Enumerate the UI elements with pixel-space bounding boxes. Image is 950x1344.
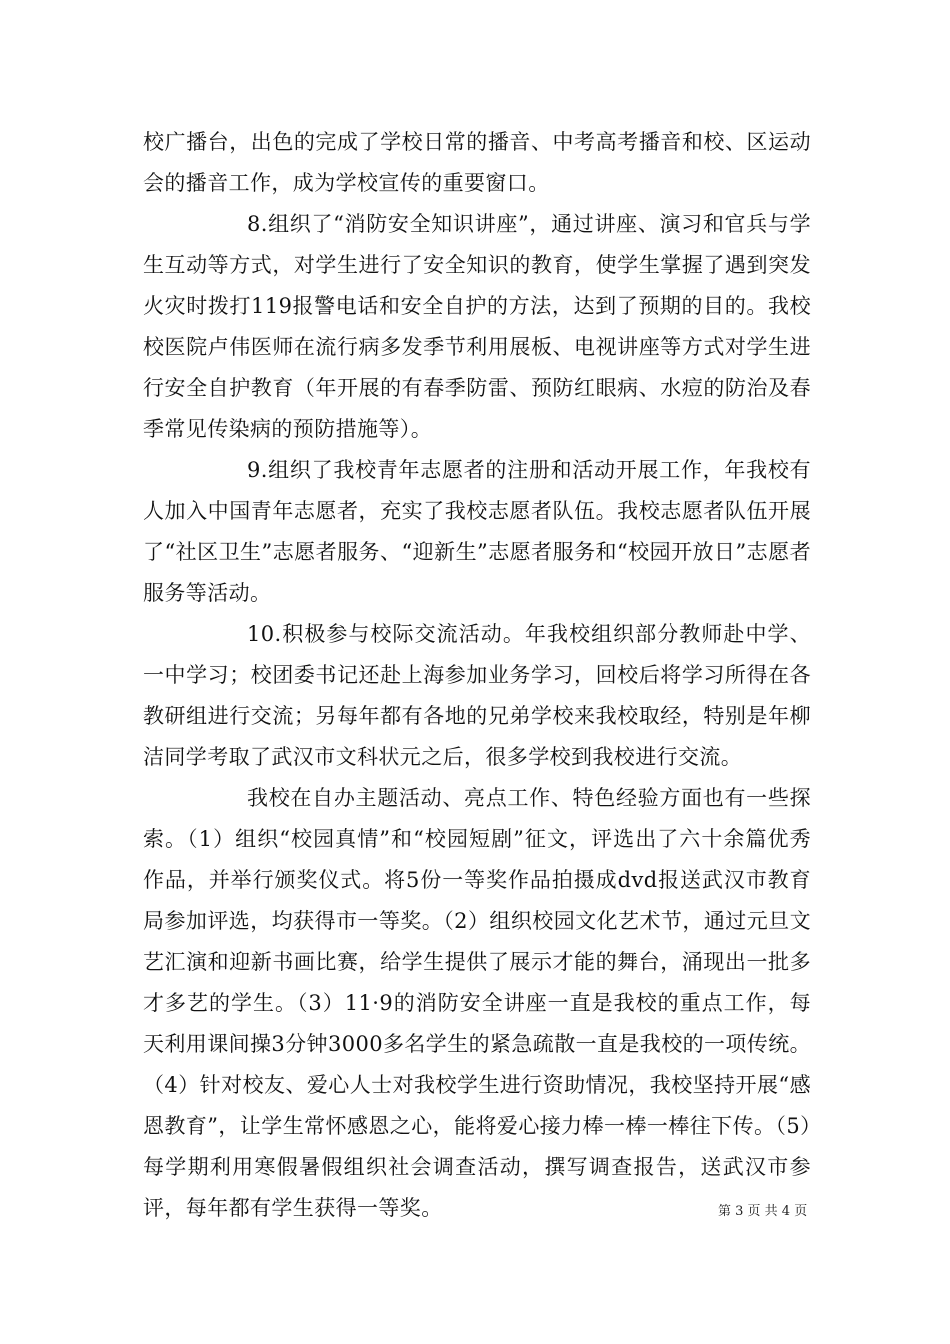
paragraph-item-10-exchange: 10.积极参与校际交流活动。年我校组织部分教师赴中学、一中学习；校团委书记还赴上海参加业务学习，回校后将学习所得在各教研组进行交流；另每年都有各地的兄弟学校来我校取经，特别是年柳洁同学考取了武汉市文科状元之后，很多学校到我校进行交流。 xyxy=(143,622,811,769)
paragraph-broadcast-station: 校广播台，出色的完成了学校日常的播音、中考高考播音和校、区运动会的播音工作，成为学校宣传的重要窗口。 xyxy=(143,130,811,195)
document-body xyxy=(143,122,811,1229)
page-number-footer: 第 3 页 共 4 页 xyxy=(718,1204,808,1219)
paragraph-item-9-volunteers: 9.组织了我校青年志愿者的注册和活动开展工作，年我校有人加入中国青年志愿者，充实了我校志愿者队伍。我校志愿者队伍开展了“社区卫生”志愿者服务、“迎新生”志愿者服务和“校园开放日”志愿者服务等活动。 xyxy=(143,458,811,605)
paragraph-themed-activities: 我校在自办主题活动、亮点工作、特色经验方面也有一些探索。（1）组织“校园真情”和“校园短剧”征文，评选出了六十余篇优秀作品，并举行颁奖仪式。将5份一等奖作品拍摄成dvd报送武汉市教育局参加评选，均获得市一等奖。（2）组织校园文化艺术节，通过元旦文艺汇演和迎新书画比赛，给学生提供了展示才能的舞台，涌现出一批多才多艺的学生。（3）11·9的消防安全讲座一直是我校的重点工作，每天利用课间操3分钟3000多名学生的紧急疏散一直是我校的一项传统。（4）针对校友、爱心人士对我校学生进行资助情况，我校坚持开展“感恩教育”，让学生常怀感恩之心，能将爱心接力棒一棒一棒往下传。（5）每学期利用寒假暑假组织社会调查活动，撰写调查报告，送武汉市参评，每年都有学生获得一等奖。 xyxy=(143,786,812,1220)
paragraph-item-8-fire-safety: 8.组织了“消防安全知识讲座”，通过讲座、演习和官兵与学生互动等方式，对学生进行了安全知识的教育，使学生掌握了遇到突发火灾时拨打119报警电话和安全自护的方法，达到了预期的目的。我校校医院卢伟医师在流行病多发季节利用展板、电视讲座等方式对学生进行安全自护教育（年开展的有春季防雷、预防红眼病、水痘的防治及春季常见传染病的预防措施等）。 xyxy=(143,212,811,441)
